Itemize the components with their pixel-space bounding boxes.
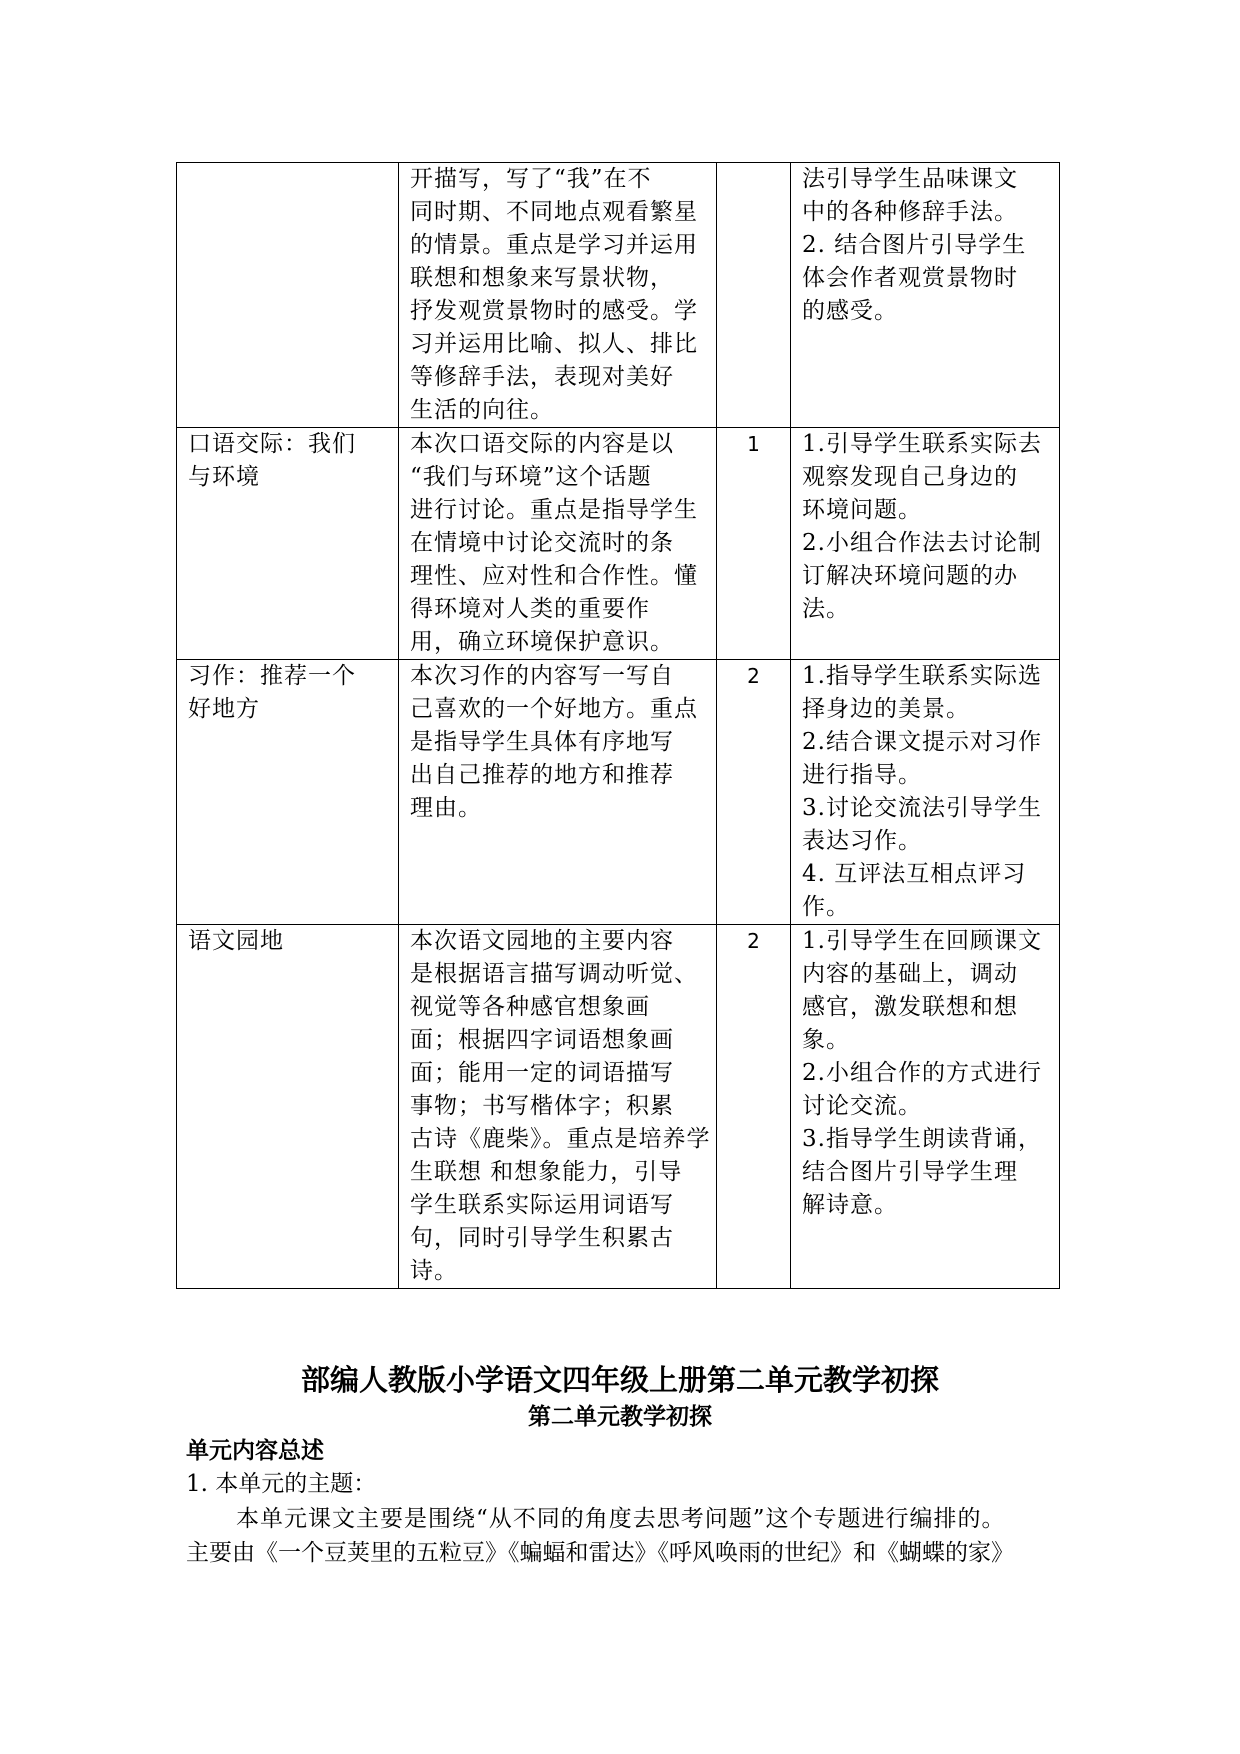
method-line: 讨论交流。 (802, 1093, 922, 1119)
hours-cell: 2 (717, 660, 791, 925)
method-line: 订解决环境问题的办 (802, 563, 1018, 589)
content-line: 联想和想象来写景状物， (410, 265, 674, 291)
method-cell (791, 925, 1060, 1289)
method-cell (791, 428, 1060, 660)
method-line: 表达习作。 (802, 828, 922, 854)
table-row (177, 925, 1060, 1289)
content-cell (399, 163, 717, 428)
method-line: 择身边的美景。 (802, 696, 970, 722)
method-line: 3.指导学生朗读背诵， (802, 1126, 1042, 1152)
content-line: 的情景。重点是学习并运用 (410, 232, 698, 258)
method-line: 法引导学生品味课文 (802, 166, 1018, 192)
method-line: 4. 互评法互相点评习 (802, 861, 1027, 887)
topic-line: 习作：推荐一个 (188, 663, 356, 689)
hours-cell: 2 (717, 925, 791, 1289)
topic-cell (177, 428, 399, 660)
content-line: 面；根据四字词语想象画 (410, 1027, 674, 1053)
method-line: 中的各种修辞手法。 (802, 199, 1018, 225)
method-line: 内容的基础上，调动 (802, 961, 1018, 987)
content-line: 得环境对人类的重要作 (410, 596, 650, 622)
topic-line: 语文园地 (188, 928, 284, 954)
hours-cell (717, 163, 791, 428)
topic-line: 口语交际：我们 (188, 431, 356, 457)
teaching-plan-table (176, 162, 1060, 1289)
table-row (177, 163, 1060, 428)
content-line: 是指导学生具体有序地写 (410, 729, 674, 755)
content-line: 用，确立环境保护意识。 (410, 629, 674, 655)
content-line: 句，同时引导学生积累古 (410, 1225, 674, 1251)
topic-line: 与环境 (188, 464, 260, 490)
content-line: 进行讨论。重点是指导学生 (410, 497, 698, 523)
content-line: 古诗《鹿柴》。重点是培养学 (410, 1126, 711, 1152)
method-line: 体会作者观赏景物时 (802, 265, 1018, 291)
content-line: 诗。 (410, 1258, 458, 1284)
content-line: 视觉等各种感官想象画 (410, 994, 650, 1020)
topic-cell (177, 163, 399, 428)
table-body (177, 163, 1060, 1289)
method-cell (791, 163, 1060, 428)
page-title: 部编人教版小学语文四年级上册第二单元教学初探 (300, 1363, 939, 1397)
content-line: 等修辞手法，表现对美好 (410, 364, 674, 390)
section-heading: 单元内容总述 (186, 1438, 324, 1464)
content-line: 抒发观赏景物时的感受。学 (410, 298, 698, 324)
table-row (177, 428, 1060, 660)
table-row (177, 660, 1060, 925)
content-line: 理性、应对性和合作性。懂 (410, 563, 698, 589)
topic-line: 好地方 (188, 696, 260, 722)
content-line: 本次习作的内容写一写自 (410, 663, 674, 689)
content-line: 事物；书写楷体字；积累 (410, 1093, 674, 1119)
method-line: 1.引导学生在回顾课文 (802, 928, 1042, 954)
method-line: 的感受。 (802, 298, 898, 324)
method-line: 解诗意。 (802, 1192, 898, 1218)
method-line: 进行指导。 (802, 762, 922, 788)
content-line: 在情境中讨论交流时的条 (410, 530, 674, 556)
method-line: 2.小组合作的方式进行 (802, 1060, 1042, 1086)
method-line: 2.结合课文提示对习作 (802, 729, 1042, 755)
content-line: 是根据语言描写调动听觉、 (410, 961, 698, 987)
method-line: 象。 (802, 1027, 850, 1053)
method-line: 结合图片引导学生理 (802, 1159, 1018, 1185)
content-cell (399, 660, 717, 925)
method-line: 作。 (802, 894, 850, 920)
method-line: 2. 结合图片引导学生 (802, 232, 1027, 258)
method-line: 1.引导学生联系实际去 (802, 431, 1042, 457)
method-line: 3.讨论交流法引导学生 (802, 795, 1042, 821)
content-line: 本次口语交际的内容是以 (410, 431, 674, 457)
content-line: 理由。 (410, 795, 482, 821)
method-line: 感官，激发联想和想 (802, 994, 1018, 1020)
content-cell (399, 428, 717, 660)
content-line: “我们与环境”这个话题 (410, 464, 652, 490)
content-line: 习并运用比喻、拟人、排比 (410, 331, 698, 357)
page-subtitle: 第二单元教学初探 (528, 1404, 712, 1430)
content-line: 学生联系实际运用词语写 (410, 1192, 674, 1218)
content-line: 同时期、不同地点观看繁星 (410, 199, 698, 225)
content-line: 面；能用一定的词语描写 (410, 1060, 674, 1086)
hours-cell: 1 (717, 428, 791, 660)
method-line: 观察发现自己身边的 (802, 464, 1018, 490)
topic-cell (177, 660, 399, 925)
content-line: 生活的向往。 (410, 397, 554, 423)
content-line: 生联想 和想象能力，引导 (410, 1159, 683, 1185)
method-line: 法。 (802, 596, 850, 622)
paragraph-line-2: 主要由《一个豆荚里的五粒豆》《蝙蝠和雷达》《呼风唤雨的世纪》和《蝴蝶的家》 (186, 1540, 1014, 1566)
paragraph-line-1: 本单元课文主要是围绕“从不同的角度去思考问题”这个专题进行编排的。 (236, 1506, 1006, 1532)
method-line: 1.指导学生联系实际选 (802, 663, 1042, 689)
content-cell (399, 925, 717, 1289)
method-line: 2.小组合作法去讨论制 (802, 530, 1042, 556)
method-cell (791, 660, 1060, 925)
topic-cell (177, 925, 399, 1289)
content-line: 本次语文园地的主要内容 (410, 928, 674, 954)
content-line: 己喜欢的一个好地方。重点 (410, 696, 698, 722)
content-line: 出自己推荐的地方和推荐 (410, 762, 674, 788)
numbered-point: 1. 本单元的主题： (186, 1471, 377, 1497)
method-line: 环境问题。 (802, 497, 922, 523)
content-line: 开描写，写了“我”在不 (410, 166, 652, 192)
